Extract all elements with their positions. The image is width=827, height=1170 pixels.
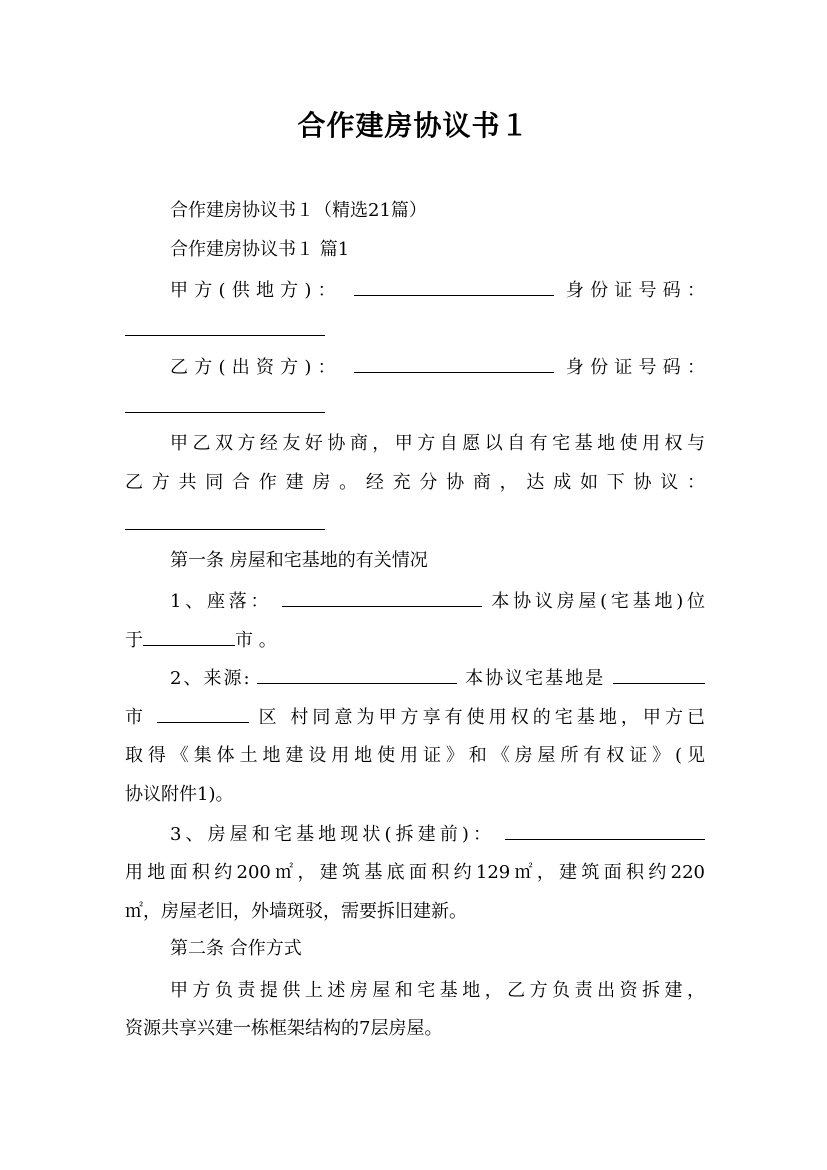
- item-1-prefix: 1、座落：: [170, 591, 273, 612]
- item-2-district-blank: [157, 705, 249, 723]
- document-title: 合作建房协议书１: [297, 109, 530, 142]
- section-heading: 合作建房协议书１ 篇1: [170, 239, 350, 260]
- item-2-line-4: 协议附件1)。: [125, 784, 234, 805]
- document-subtitle: 合作建房协议书１（精选21篇）: [170, 200, 427, 221]
- party-b-label: 乙方(出资方)：: [170, 357, 342, 378]
- item-1-line-2-suffix: 市 。: [235, 630, 277, 651]
- article-2-line-2: 资源共享兴建一栋框架结构的7层房屋。: [125, 1018, 443, 1039]
- party-a-id-label: 身份证号码：: [565, 280, 706, 301]
- item-2-line-3: 取得《集体土地建设用地使用证》和《房屋所有权证》(见: [125, 745, 705, 766]
- party-b-line: [170, 355, 705, 380]
- party-a-id-blank: [125, 335, 325, 336]
- party-a-line: [170, 278, 705, 303]
- agreement-blank: [125, 529, 325, 530]
- item-3-status-blank: [505, 822, 705, 840]
- article-2-heading: 第二条 合作方式: [170, 938, 302, 959]
- party-a-name-blank: [354, 278, 554, 296]
- item-1-line-2: [125, 628, 705, 653]
- item-3-prefix: 3、房屋和宅基地现状(拆建前)：: [170, 824, 496, 845]
- item-2-source-blank: [257, 666, 457, 684]
- paragraph-1-line-1: 甲乙双方经友好协商，甲方自愿以自有宅基地使用权与: [170, 433, 705, 454]
- item-1-city-blank: [143, 628, 235, 646]
- item-2-line-2: [125, 705, 705, 730]
- item-1-location-blank: [282, 589, 482, 607]
- item-3-line-3: ㎡，房屋老旧，外墙斑驳，需要拆旧建新。: [125, 901, 467, 922]
- item-2-line-1: [170, 666, 705, 691]
- article-1-heading: 第一条 房屋和宅基地的有关情况: [170, 550, 428, 571]
- item-1-line-2-prefix: 于: [125, 630, 143, 651]
- item-2-prefix: 2、来源:: [170, 668, 250, 689]
- item-2-city-blank: [613, 666, 705, 684]
- party-a-label: 甲方(供地方)：: [170, 280, 342, 301]
- article-2-line-1: 甲方负责提供上述房屋和宅基地，乙方负责出资拆建，: [170, 980, 705, 1001]
- party-b-name-blank: [354, 355, 554, 373]
- item-1-suffix: 本协议房屋(宅基地)位: [491, 591, 706, 612]
- item-3-line-2: 用地面积约200㎡，建筑基底面积约129㎡，建筑面积约220: [125, 862, 705, 883]
- item-2-mid: 本协议宅基地是: [465, 668, 606, 689]
- paragraph-1-line-2: 乙方共同合作建房。经充分协商，达成如下协议：: [125, 472, 705, 493]
- item-3-line-1: [170, 822, 705, 847]
- party-b-id-label: 身份证号码：: [565, 357, 706, 378]
- party-b-id-blank: [125, 412, 325, 413]
- item-2-line-2-suffix: 区 村同意为甲方享有使用权的宅基地，甲方已: [258, 707, 705, 728]
- item-2-line-2-prefix: 市: [125, 707, 148, 728]
- item-1-line-1: [170, 589, 705, 614]
